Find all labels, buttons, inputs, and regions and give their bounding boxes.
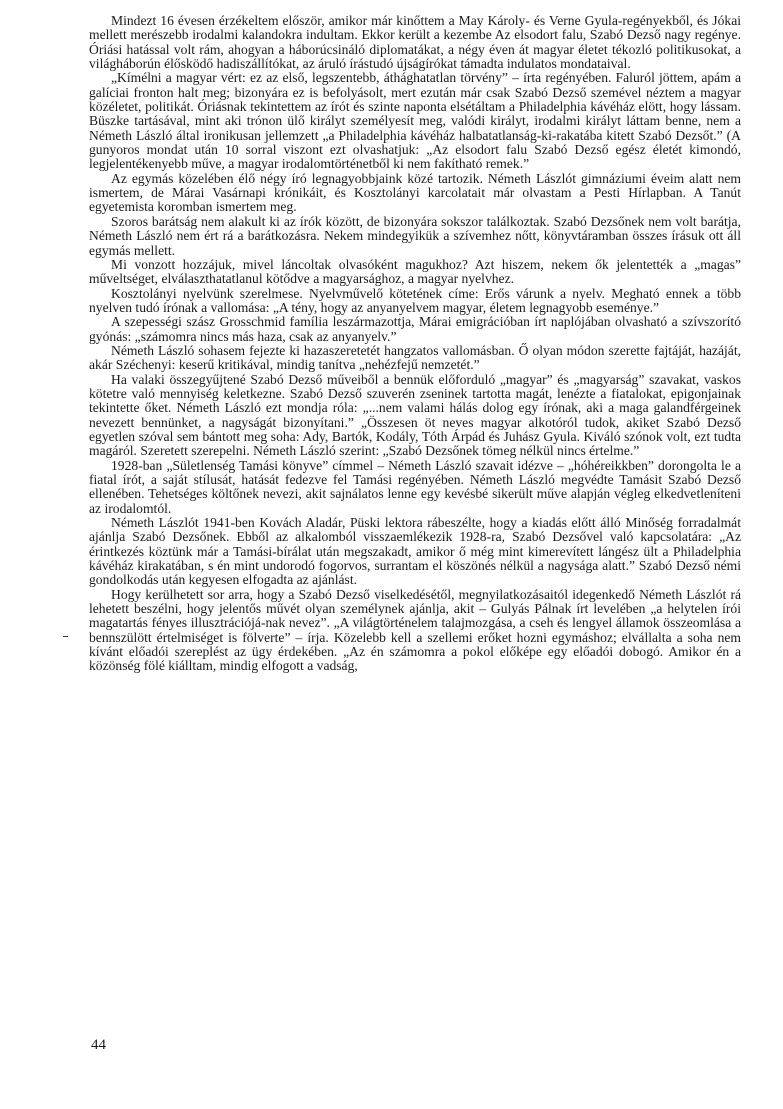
margin-mark: [63, 636, 68, 637]
page-text: [89, 14, 741, 674]
paragraph-5: Mi vonzott hozzájuk, mivel láncoltak olvasóként magukhoz? Azt hiszem, nekem ők jelentették a „magas” műveltséget, elválaszthatatlanul kötődve a magyarsághoz, a magyar nyelvhez.: [89, 256, 741, 287]
paragraph-1: Mindezt 16 évesen érzékeltem először, amikor már kinőttem a May Károly- és Verne Gyula-regényekből, és Jókai mellett merészebb irodalmi kalandokra indultam. Ekkor került a kezembe Az elsodort falu, Szabó Dezső nagy regénye. Óriási hatással volt rám, ahogyan a háborúcsináló diplomatákat, a négy éven át magyar életet tékozló politikusokat, a világháborún élősködő hadiszállítókat, az áruló írástudó újságírókat támadta indulatos mondataival.: [89, 13, 741, 72]
paragraph-9: Ha valaki összegyűjtené Szabó Dezső műveiből a bennük előforduló „magyar” és „magyarság” szavakat, vaskos kötetre való mennyiség keletkezne. Szabó Dezső szuverén zseninek tartotta magát, lenézte a fiatalokat, epigonjainak tekintette őket. Németh László ezt mondja róla: „...nem valami hálás dolog egy írónak, aki a maga galandférgeinek nevezett bennünket, a nagyságát bizonyítani.” „Összesen öt neves magyar alkotóról tudok, akiket Szabó Dezső egyetlen szóval sem bántott meg soha: Ady, Bartók, Kodály, Tóth Árpád és Juhász Gyula. Kiváló szónok volt, ezt tudta magáról. Szeretett szerepelni. Németh László szerint: „Szabó Dezsőnek tömeg nélkül nincs értelme.”: [89, 371, 741, 459]
paragraph-3: Az egymás közelében élő négy író legnagyobbjaink közé tartozik. Németh Lászlót gimnáziumi éveim alatt nem ismertem, de Márai Vasárnapi krónikáit, és Kosztolányi karcolatait már olvastam a Pesti Hírlapban. A Tanút egyetemista koromban ismertem meg.: [89, 170, 741, 215]
paragraph-6: Kosztolányi nyelvünk szerelmese. Nyelvművelő kötetének címe: Erős várunk a nyelv. Megható ennek a több nyelven tudó írónak a vallomása: „A tény, hogy az anyanyelvem magyar, életem legnagyobb eseménye.”: [89, 285, 741, 315]
paragraph-8: Németh László sohasem fejezte ki hazaszeretetét hangzatos vallomásban. Ő olyan módon szerette fajtáját, hazáját, akár Széchenyi: keserű kritikával, mindig tanítva „nehézfejű nemzetét.”: [89, 342, 741, 373]
page-number: 44: [91, 1037, 106, 1053]
paragraph-10: 1928-ban „Sületlenség Tamási könyve” címmel – Németh László szavait idézve – „hóhéreikkben” dorongolta le a fiatal írót, a saját stílusát, hatását fedezve fel Tamási regényében. Németh László megvédte Tamásit Szabó Dezső ellenében. Tehetséges költőnek nevezi, akit sajnálatos lenne egy kevésbé sikerült műve alapján végleg elkedvetleníteni az irodalomtól.: [89, 457, 741, 516]
paragraph-4: Szoros barátság nem alakult ki az írók között, de bizonyára sokszor találkoztak. Szabó Dezsőnek nem volt barátja, Németh László nem ért rá a barátkozásra. Nekem mindegyikük a szívemhez nőtt, könyvtáramban összes írásuk ott áll egymás mellett.: [89, 213, 741, 258]
paragraph-7: A szepességi szász Grosschmid família leszármazottja, Márai emigrációban írt naplójában olvasható a szívszorító gyónás: „számomra nincs más haza, csak az anyanyelv.”: [89, 314, 741, 344]
paragraph-12: Hogy kerülhetett sor arra, hogy a Szabó Dezső viselkedésétől, megnyilatkozásaitól idegenkedő Németh Lászlót rá lehetett beszélni, hogy jelentős művét olyan személynek ajánlja, akit – Gulyás Pálnak írt levelében „a helytelen írói magatartás fényes illusztrációjá-nak nevez”. „A világtörténelem talajmozgása, a cseh és lengyel államok összeomlása a bennszülött értelmiséget is fölverte” – írja. Közelebb kell a szellemi erőket hozni egymáshoz; elvállalta a soha nem kívánt előadói szereplést az ügy érdekében. „Az én számomra a pokol előképe egy előadói dobogó. Amikor én a közönség fölé kiálltam, mindig elfogott a vadság,: [89, 586, 741, 674]
paragraph-11: Németh Lászlót 1941-ben Kovách Aladár, Püski lektora rábeszélte, hogy a kiadás előtt álló Minőség forradalmát ajánlja Szabó Dezsőnek. Ebből az alkalomból visszaemlékezik 1928-ra, Szabó Dezsővel való kapcsolatára: „Az érintkezés köztünk már a Tamási-bírálat után megszakadt, amikor ő még mint kimerevített lángész ült a Philadelphia kávéház kirakatában, s én mint undorodó fogorvos, surrantam el köszönés nélkül a nagysága alatt.” Szabó Dezső némi gondolkodás után kegyesen elfogadta az ajánlást.: [89, 515, 741, 588]
paragraph-2: „Kímélni a magyar vért: ez az első, legszentebb, áthághatatlan törvény” – írta regényében. Faluról jöttem, apám a galíciai fronton halt meg; bizonyára ez is befolyásolt, mert ezután már csak Szabó Dezső szemével néztem a magyar közéletet, politikát. Óriásnak tekintettem az írót és szinte naponta elsétáltam a Philadelphia kávéház elött, hogy lássam. Büszke tartásával, mint aki trónon ülő királyt személyesít meg, valódi királyt, irodalmi királyt láttam benne, nem a Németh László által ironikusan jellemzett „a Philadelphia kávéház halbatatlanság-ki-rakatába kitett Szabó Dezsőt.” (A gunyoros mondat után 10 sorral viszont ezt olvashatjuk: „Az elsodort falu Szabó Dezső egész életét kimondó, legjelentékenyebb műve, a magyar irodalomtörténetből ki nem fakítható remek.”: [89, 70, 741, 172]
